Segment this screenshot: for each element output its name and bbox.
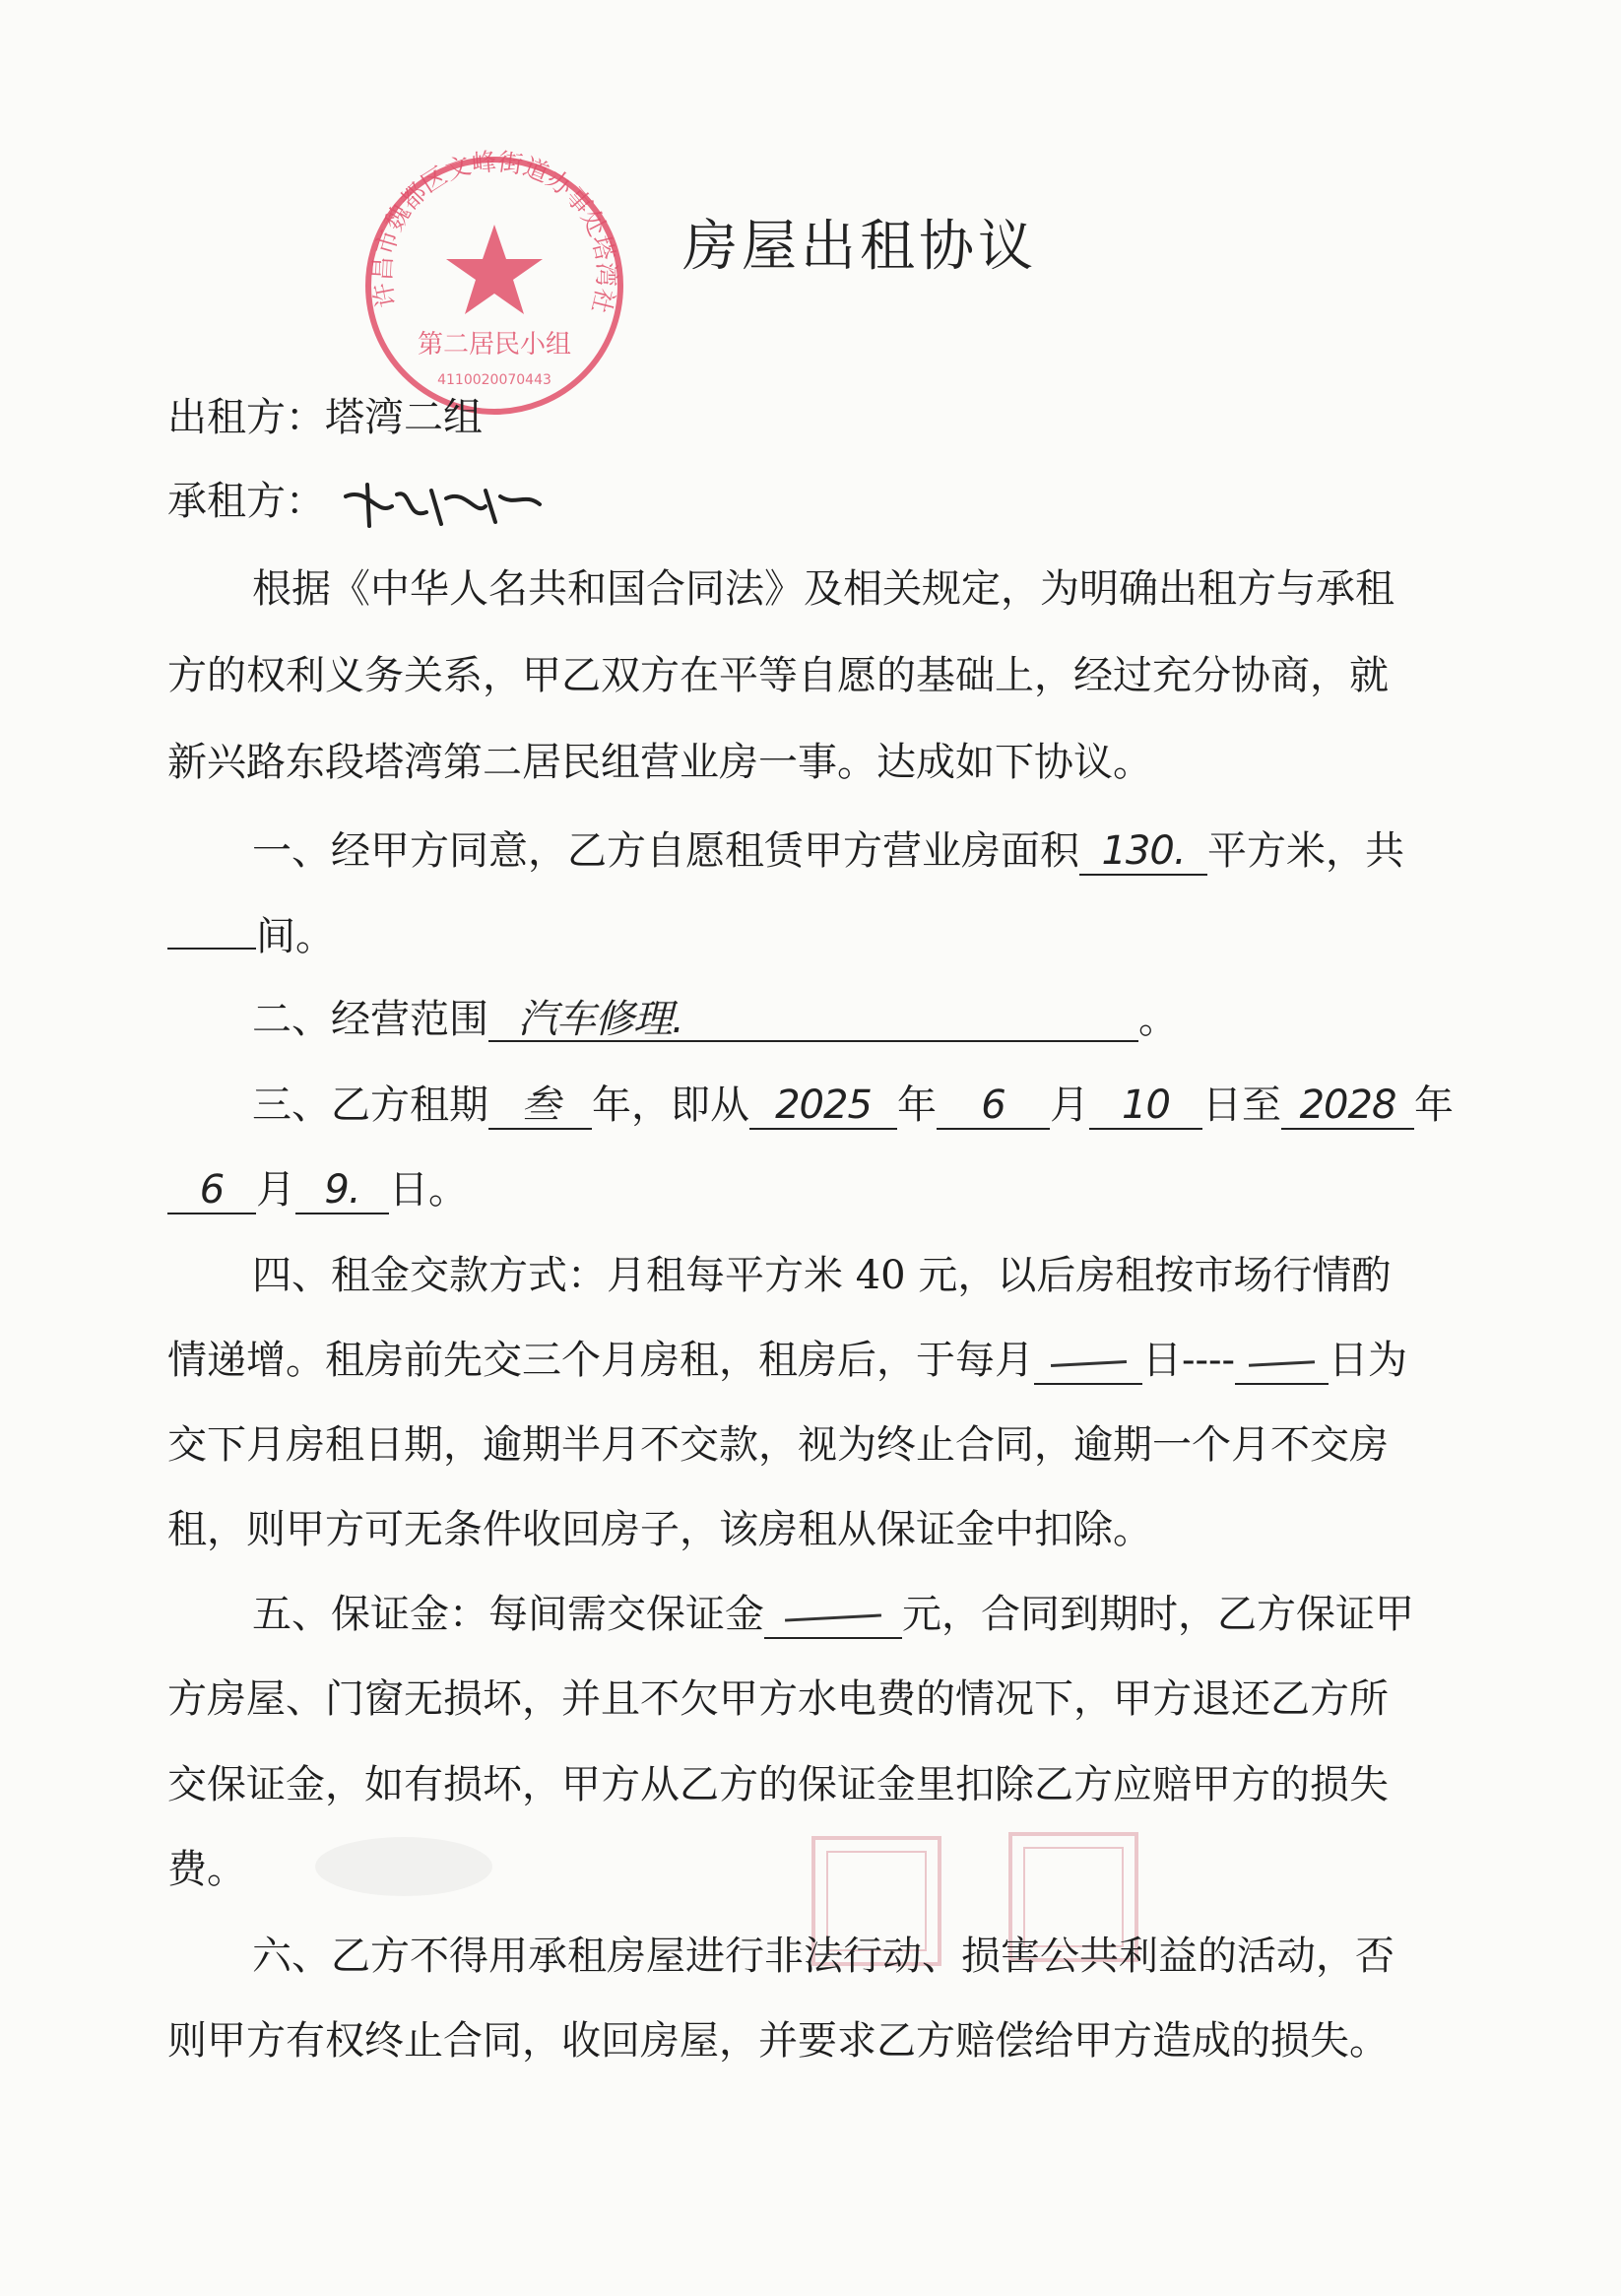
clause-4-line-3: 交下月房租日期，逾期半月不交款，视为终止合同，逾期一个月不交房 [167, 1422, 1389, 1468]
clause-3-to-label: 日至 [1202, 1082, 1281, 1128]
clause-1-text-c: 间。 [256, 914, 335, 959]
clause-2-line [167, 988, 1513, 1044]
svg-text:许昌市魏都区文峰街道办事处塔湾社区居民委员会: 许昌市魏都区文峰街道办事处塔湾社 [367, 148, 621, 317]
rooms-blank [167, 902, 256, 950]
end-year-blank: 2028 [1281, 1082, 1414, 1130]
deposit-blank [764, 1592, 902, 1639]
clause-5-line-1 [167, 1583, 1513, 1639]
intro-line-1: 根据《中华人名共和国合同法》及相关规定，为明确出租方与承租 [252, 566, 1394, 612]
clause-5-line-4: 费。 [167, 1847, 246, 1892]
start-month-blank: 6 [937, 1082, 1050, 1130]
clause-4-text-a: 情递增。租房前先交三个月房租，租房后，于每月 [167, 1338, 1034, 1383]
clause-6-line-2: 则甲方有权终止合同，收回房屋，并要求乙方赔偿给甲方造成的损失。 [167, 2018, 1389, 2064]
end-day-blank: 9. [295, 1167, 389, 1214]
document-title: 房屋出租协议 [682, 215, 1037, 279]
intro-line-3: 新兴路东段塔湾第二居民组营业房一事。达成如下协议。 [167, 740, 1152, 785]
clause-2-text-a: 二、经营范围 [252, 997, 488, 1042]
clause-3-end-month-label: 月 [256, 1167, 295, 1213]
official-seal [357, 148, 632, 424]
dash-mark [1050, 1359, 1126, 1366]
clause-3-text-b: 年，即从 [592, 1082, 749, 1128]
clause-1-line-1 [167, 820, 1513, 876]
lessor-label: 出租方： [167, 395, 325, 440]
clause-3-year-label: 年 [897, 1082, 937, 1128]
clause-1-line-2 [167, 902, 1513, 961]
svg-text:4110020070443: 4110020070443 [437, 372, 551, 388]
pay-from-day-blank [1034, 1338, 1142, 1385]
clause-3-line-1 [167, 1074, 1513, 1130]
end-month-blank: 6 [167, 1167, 256, 1214]
clause-4-text-c: 日为 [1329, 1338, 1408, 1383]
lessee-label: 承租方： [167, 479, 325, 524]
clause-3-text-a: 三、乙方租期 [252, 1082, 488, 1128]
svg-text:第二居民小组: 第二居民小组 [417, 330, 572, 360]
clause-4-text-b: 日---- [1142, 1338, 1236, 1383]
clause-5-line-2: 方房屋、门窗无损坏，并且不欠甲方水电费的情况下，甲方退还乙方所 [167, 1676, 1389, 1722]
lessee-signature [338, 477, 545, 532]
clause-3-end-day-label: 日。 [389, 1167, 468, 1213]
clause-6-line-1: 六、乙方不得用承租房屋进行非法行动、损害公共利益的活动，否 [252, 1934, 1394, 1979]
dash-mark [1249, 1360, 1315, 1366]
clause-1-text-a: 一、经甲方同意，乙方自愿租赁甲方营业房面积 [252, 828, 1079, 874]
clause-3-month-label: 月 [1050, 1082, 1089, 1128]
clause-5-line-3: 交保证金，如有损坏，甲方从乙方的保证金里扣除乙方应赔甲方的损失 [167, 1762, 1389, 1807]
clause-4-line-2 [167, 1329, 1513, 1385]
area-blank: 130. [1079, 828, 1207, 876]
lessor-value: 塔湾二组 [325, 395, 483, 440]
pay-to-day-blank [1235, 1338, 1329, 1385]
intro-line-2: 方的权利义务关系，甲乙双方在平等自愿的基础上，经过充分协商，就 [167, 653, 1389, 698]
years-blank: 叁 [488, 1082, 592, 1130]
clause-5-text-b: 元，合同到期时，乙方保证甲 [902, 1592, 1414, 1637]
clause-4-line-1: 四、租金交款方式：月租每平方米 40 元，以后房租按市场行情酌 [252, 1253, 1392, 1298]
scope-blank: 汽车修理. [488, 997, 1138, 1042]
clause-3-line-2 [167, 1158, 1513, 1214]
start-day-blank: 10 [1089, 1082, 1202, 1130]
lessee-line [167, 470, 1513, 532]
lessor-line [167, 386, 1513, 442]
start-year-blank: 2025 [749, 1082, 897, 1130]
clause-1-text-b: 平方米，共 [1207, 828, 1404, 874]
dash-mark [785, 1613, 881, 1621]
clause-3-end-year-label: 年 [1414, 1082, 1454, 1128]
clause-5-text-a: 五、保证金：每间需交保证金 [252, 1592, 764, 1637]
clause-4-line-4: 租，则甲方可无条件收回房子，该房租从保证金中扣除。 [167, 1507, 1152, 1552]
clause-2-text-b: 。 [1138, 997, 1178, 1042]
